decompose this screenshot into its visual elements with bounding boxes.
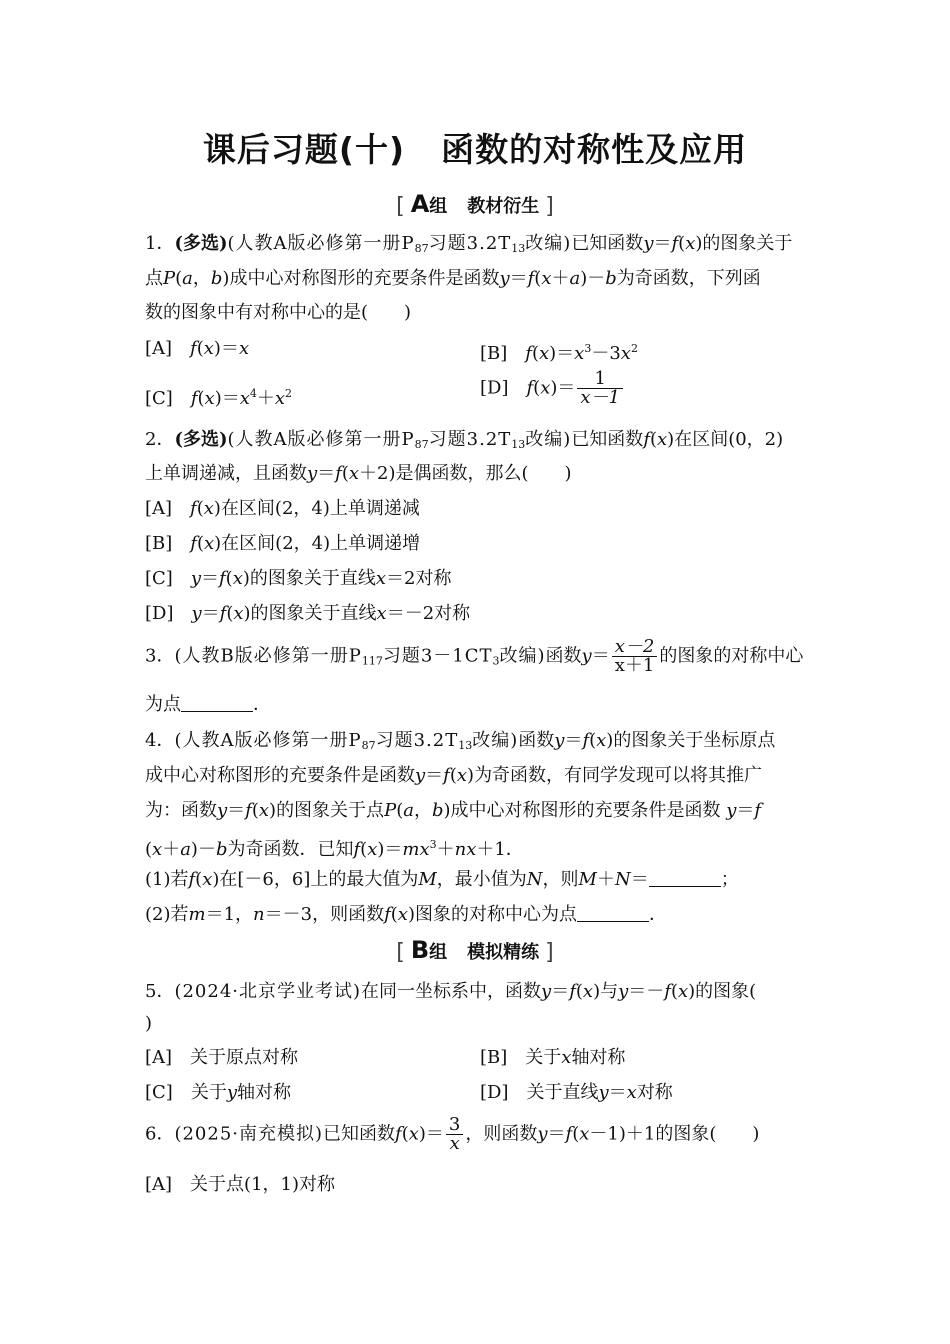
q1-option-d: [D] f(x)＝ $\frac{1}{x-1}$ — [480, 370, 625, 407]
title-part2: 函数的对称性及应用 — [441, 130, 748, 169]
q4-line1: 4．(人教A版必修第一册$P_{87}$习题$3.2T_{13}$改编)函数y＝f(x)的图象关于坐标原点 — [145, 730, 776, 752]
group-a-label: 教材衍生 — [467, 196, 540, 217]
q4-line3: 为：函数y＝f(x)的图象关于点P(a，b)成中心对称图形的充要条件是函数 y＝f — [145, 800, 762, 821]
q5-option-b: [B] 关于x轴对称 — [480, 1047, 626, 1068]
q6-line1: 6．(2025·南充模拟)已知函数f(x)＝ $\frac{3}{x}$ ，则函数y＝f(x－1)＋1的图象( ) — [145, 1114, 760, 1154]
q4-line4: (x＋a)－b为奇函数．已知$f(x)=mx^3+nx+1$． — [145, 838, 524, 860]
q2-line2: 上单调递减，且函数y＝f(x＋2)是偶函数，那么( ) — [145, 463, 572, 484]
q1-line2: 点P(a，b)成中心对称图形的充要条件是函数y＝f(x＋a)－b为奇函数，下列函 — [145, 268, 761, 289]
q5-line2: ) — [145, 1013, 153, 1034]
q3-fraction: $\frac{x-2}{x+1}$ — [612, 638, 658, 675]
q1-line3: 数的图象中有对称中心的是( ) — [145, 302, 412, 323]
q4-sub2: (2)若m＝1，n＝－3，则函数f(x)图象的对称中心为点 ． — [145, 904, 667, 925]
q2-line1: 2．(多选)(人教A版必修第一册$P_{87}$习题$3.2T_{13}$改编)已知函数f(x)在区间(0，2) — [145, 429, 784, 451]
q3-line2: 为点 ． — [145, 694, 271, 715]
q2-option-d: [D] y＝f(x)的图象关于直线x＝－2对称 — [145, 603, 471, 624]
q1-option-b: [B] $f(x)=x^3-3x^2$ — [480, 342, 638, 364]
q3-line1: 3．(人教B版必修第一册$P_{117}$习题$3-1CT_3$改编)函数y＝ $\frac{x-2}{x+1}$ 的图象的对称中心 — [145, 636, 804, 676]
title-part1: 课后习题(十) — [202, 130, 406, 169]
q4-sub1: (1)若f(x)在[－6，6]上的最大值为M，最小值为N，则M＋N＝ ； — [145, 869, 739, 890]
q2-option-b: [B] f(x)在区间(2，4)上单调递增 — [145, 533, 421, 554]
q6-option-a: [A] 关于点(1，1)对称 — [145, 1174, 335, 1195]
page-title — [0, 124, 950, 171]
q4-sub2-blank[interactable] — [577, 903, 649, 922]
q6-fraction: $\frac{3}{x}$ — [446, 1116, 463, 1153]
q5-option-d: [D] 关于直线y＝x对称 — [480, 1082, 673, 1103]
group-a-header: [ A组 教材衍生 ] — [396, 190, 554, 219]
group-b-header: [ B组 模拟精练 ] — [396, 936, 554, 965]
q4-line2: 成中心对称图形的充要条件是函数y＝f(x)为奇函数，有同学发现可以将其推广 — [145, 765, 763, 786]
q2-option-c: [C] y＝f(x)的图象关于直线x＝2对称 — [145, 568, 452, 589]
q5-option-a: [A] 关于原点对称 — [145, 1047, 299, 1068]
q1-fraction: $\frac{1}{x-1}$ — [577, 370, 623, 407]
group-b-letter: B — [410, 936, 430, 964]
q3-answer-blank[interactable] — [181, 693, 253, 712]
group-a-letter: A — [410, 190, 430, 218]
q5-line1: 5．(2024·北京学业考试)在同一坐标系中，函数y＝f(x)与y＝－f(x)的图象( — [145, 981, 757, 1002]
q1-line1: 1．(多选)(人教A版必修第一册$P_{87}$习题$3.2T_{13}$改编)已知函数y＝f(x)的图象关于 — [145, 233, 793, 255]
q5-option-c: [C] 关于y轴对称 — [145, 1082, 291, 1103]
q4-sub1-blank[interactable] — [649, 868, 721, 887]
q2-option-a: [A] f(x)在区间(2，4)上单调递减 — [145, 498, 420, 519]
q1-option-c: [C] $f(x)=x^4+x^2$ — [145, 387, 293, 409]
q1-option-a: [A] f(x)＝x — [145, 338, 250, 359]
group-b-label: 模拟精练 — [467, 942, 540, 963]
